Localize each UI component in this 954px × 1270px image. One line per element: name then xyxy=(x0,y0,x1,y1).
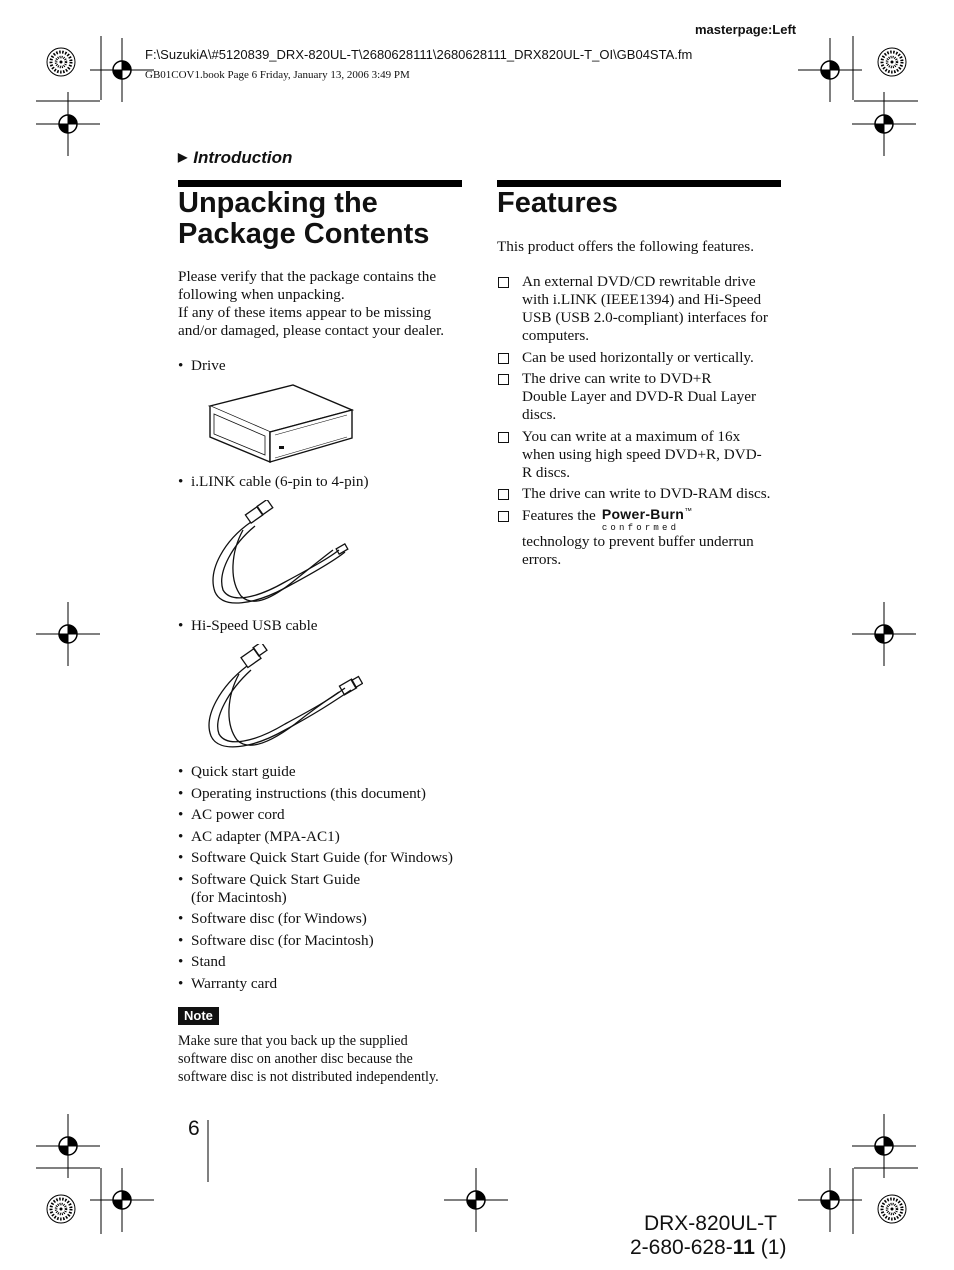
power-burn-logo-subtext: conformed xyxy=(601,523,680,534)
document-code-prefix: 2-680-628- xyxy=(630,1236,733,1259)
registration-mark-icon xyxy=(798,38,862,102)
features-title xyxy=(497,188,618,219)
feature-text: R discs. xyxy=(522,463,571,481)
feature-text: Can be used horizontally or vertically. xyxy=(522,348,754,366)
list-item xyxy=(178,910,478,928)
registration-mark-icon xyxy=(90,1168,154,1232)
left-title xyxy=(178,188,468,250)
feature-text: errors. xyxy=(522,551,562,569)
checkbox-icon xyxy=(498,353,509,364)
list-item-text: Software Quick Start Guide xyxy=(191,870,361,888)
list-item: • i.LINK cable (6-pin to 4-pin) xyxy=(178,473,468,491)
feature-text: with i.LINK (IEEE1394) and Hi-Speed xyxy=(522,291,762,308)
feature-text: The drive can write to DVD-RAM discs. xyxy=(522,485,771,502)
note-line: software disc on another disc because the xyxy=(178,1051,413,1067)
file-path: F:\SuzukiA\#5120839_DRX-820UL-T\2680628111\2680628111_DRX820UL-T_OI\GB04STA.fm xyxy=(145,47,693,62)
star-target-icon xyxy=(47,1195,75,1223)
left-title-line: Unpacking the xyxy=(178,187,378,219)
feature-text: You can write at a maximum of 16x xyxy=(522,427,741,445)
star-target-icon xyxy=(47,48,75,76)
item-ilink-cable xyxy=(178,473,468,491)
page-number: 6 xyxy=(188,1117,200,1140)
checkbox-icon xyxy=(498,374,509,385)
model-number: DRX-820UL-T xyxy=(643,1212,777,1235)
list-item-text: AC power cord xyxy=(191,806,285,823)
unpacking-intro xyxy=(178,268,478,340)
section-tag xyxy=(178,148,292,168)
list-item: • Hi-Speed USB cable xyxy=(178,617,468,635)
model-code-block xyxy=(630,1212,787,1260)
registration-mark-icon xyxy=(36,92,100,156)
feature-text: discs. xyxy=(522,406,557,423)
list-item xyxy=(178,828,478,846)
feature-text: technology to prevent buffer underrun xyxy=(522,533,754,551)
feature-item xyxy=(497,370,787,424)
trademark-symbol: ™ xyxy=(684,506,693,516)
list-item xyxy=(178,763,478,781)
feature-item xyxy=(497,349,787,367)
registration-mark-icon xyxy=(36,602,100,666)
list-item xyxy=(178,953,478,971)
intro-line: following when unpacking. xyxy=(178,286,345,303)
registration-mark-icon xyxy=(852,92,916,156)
feature-text: An external DVD/CD rewritable drive xyxy=(522,273,756,290)
registration-mark-icon xyxy=(798,1168,862,1232)
feature-item xyxy=(497,507,787,570)
list-item xyxy=(178,871,478,907)
note-label: Note xyxy=(178,1007,219,1025)
heading-rule xyxy=(497,180,781,187)
document-code-suffix: (1) xyxy=(754,1236,787,1259)
list-item-text: Quick start guide xyxy=(191,763,296,780)
drive-illustration xyxy=(205,382,357,466)
checkbox-icon xyxy=(498,489,509,500)
star-target-icon xyxy=(878,1195,906,1223)
feature-item xyxy=(497,428,787,482)
features-list xyxy=(497,273,787,569)
feature-item xyxy=(497,485,787,503)
list-item-text: Operating instructions (this document) xyxy=(191,784,426,802)
features-intro: This product offers the following features. xyxy=(497,238,754,255)
item-usb-cable xyxy=(178,617,468,635)
checkbox-icon xyxy=(498,511,509,522)
book-info: GB01COV1.book Page 6 Friday, January 13, 2006 3:49 PM xyxy=(145,69,410,81)
document-code-revision: 11 xyxy=(732,1236,755,1259)
section-tag-label: Introduction xyxy=(193,148,293,167)
list-item-text: AC adapter (MPA-AC1) xyxy=(191,827,340,845)
note-badge xyxy=(178,1007,219,1025)
document-code xyxy=(630,1236,787,1260)
item-drive xyxy=(178,357,468,375)
note-text xyxy=(178,1032,478,1086)
feature-text: The drive can write to DVD+R xyxy=(522,370,712,387)
intro-line: Please verify that the package contains the xyxy=(178,268,437,285)
list-item-text: Software disc (for Macintosh) xyxy=(191,931,374,949)
intro-line: If any of these items appear to be missing xyxy=(178,304,432,321)
triangle-right-icon: ▶ xyxy=(178,150,188,164)
checkbox-icon xyxy=(498,277,509,288)
list-item xyxy=(178,849,478,867)
checkbox-icon xyxy=(498,432,509,443)
feature-item xyxy=(497,273,787,345)
feature-text: computers. xyxy=(522,327,590,344)
note-line: Make sure that you back up the supplied xyxy=(178,1033,408,1049)
intro-line: and/or damaged, please contact your dealer. xyxy=(178,322,445,339)
left-title-line: Package Contents xyxy=(178,218,430,250)
note-line: software disc is not distributed independently. xyxy=(178,1069,439,1085)
list-item-text: Software disc (for Windows) xyxy=(191,910,367,927)
list-item xyxy=(178,932,478,950)
list-item xyxy=(178,975,478,993)
masterpage-label: masterpage:Left xyxy=(695,22,797,37)
feature-text: USB (USB 2.0-compliant) interfaces for xyxy=(522,309,768,326)
list-item-text: Warranty card xyxy=(191,974,278,992)
power-burn-logo-text: Power-Burn xyxy=(601,506,685,523)
ilink-cable-illustration xyxy=(205,500,355,612)
list-item xyxy=(178,806,478,824)
power-burn-logo xyxy=(602,505,693,534)
package-contents-list xyxy=(178,763,478,993)
list-item-text: Software Quick Start Guide (for Windows) xyxy=(191,849,453,866)
list-item xyxy=(178,785,478,803)
feature-text: when using high speed DVD+R, DVD- xyxy=(522,445,762,463)
usb-cable-illustration xyxy=(203,644,363,756)
star-target-icon xyxy=(878,48,906,76)
feature-text: Double Layer and DVD-R Dual Layer xyxy=(522,388,757,405)
registration-mark-icon xyxy=(444,1168,508,1232)
features-title-text: Features xyxy=(497,187,618,219)
list-item: • Drive xyxy=(178,357,468,375)
feature-text: Features the xyxy=(522,506,596,524)
registration-mark-icon xyxy=(852,602,916,666)
list-item-text: Stand xyxy=(191,953,226,970)
list-item-text: (for Macintosh) xyxy=(191,888,287,906)
heading-rule xyxy=(178,180,462,187)
